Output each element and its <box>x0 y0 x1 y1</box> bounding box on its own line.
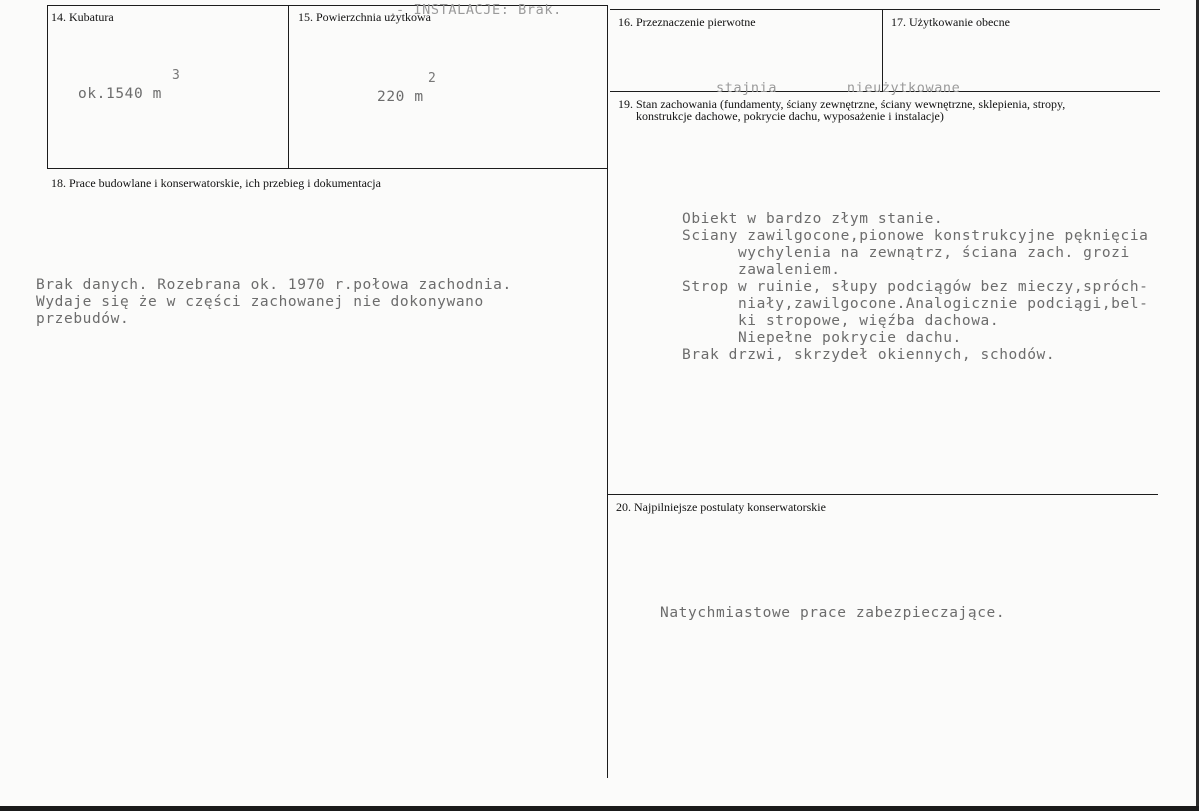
field-18-line: przebudów. <box>36 311 130 327</box>
field-18-line: Wydaje się że w części zachowanej nie dokonywano <box>36 294 484 310</box>
divider-left-right <box>607 5 608 778</box>
field-19-line: ki stropowe, więźba dachowa. <box>682 313 1000 329</box>
divider-16-17 <box>882 9 883 91</box>
row-divider-19-20 <box>607 494 1158 495</box>
field-15-exponent: 2 <box>428 71 436 86</box>
field-20-label: 20. Najpilniejsze postulaty konserwatorskie <box>616 500 826 514</box>
bleed-text-top: - INSTALACJE: Brak. <box>396 2 562 18</box>
field-20-value: Natychmiastowe prace zabezpieczające. <box>660 605 1006 621</box>
field-15-label: 15. Powierzchnia użytkowa <box>298 10 431 24</box>
field-14-label: 14. Kubatura <box>51 10 114 24</box>
field-18-line: Brak danych. Rozebrana ok. 1970 r.połowa zachodnia. <box>36 277 512 293</box>
field-19-line: Brak drzwi, skrzydeł okiennych, schodów. <box>682 347 1056 363</box>
left-border <box>47 5 48 169</box>
top-border-right <box>610 9 1160 10</box>
field-19-line: niały,zawilgocone.Analogicznie podciągi,bel- <box>682 296 1149 312</box>
field-19-line: wychylenia na zewnątrz, ściana zach. grozi <box>682 245 1130 261</box>
field-19-line: zawaleniem. <box>682 262 841 278</box>
field-14-exponent: 3 <box>172 68 180 83</box>
field-19-line: Niepełne pokrycie dachu. <box>682 330 962 346</box>
field-19-label-line2: konstrukcje dachowe, pokrycie dachu, wyposażenie i instalacje) <box>636 109 944 123</box>
field-18-label: 18. Prace budowlane i konserwatorskie, ich przebieg i dokumentacja <box>51 176 381 190</box>
field-15-value: 220 m <box>377 89 424 105</box>
field-16-label: 16. Przeznaczenie pierwotne <box>618 15 756 29</box>
field-19-line: Strop w ruinie, słupy podciągów bez mieczy,spróch- <box>682 279 1149 295</box>
row-divider-14-18 <box>47 168 607 169</box>
field-17-label: 17. Użytkowanie obecne <box>891 15 1010 29</box>
scan-edge-bottom <box>0 806 1199 811</box>
field-19-label-line1: 19. Stan zachowania (fundamenty, ściany zewnętrzne, ściany wewnętrzne, sklepienia, stropy, <box>618 97 1066 111</box>
field-19-line: Obiekt w bardzo złym stanie. <box>682 211 944 227</box>
divider-14-15 <box>288 5 289 168</box>
field-14-value: ok.1540 m <box>78 86 162 102</box>
bleed-text-mid: stajnia nieużytkowane <box>716 80 961 96</box>
field-19-line: Sciany zawilgocone,pionowe konstrukcyjne pęknięcia <box>682 228 1149 244</box>
